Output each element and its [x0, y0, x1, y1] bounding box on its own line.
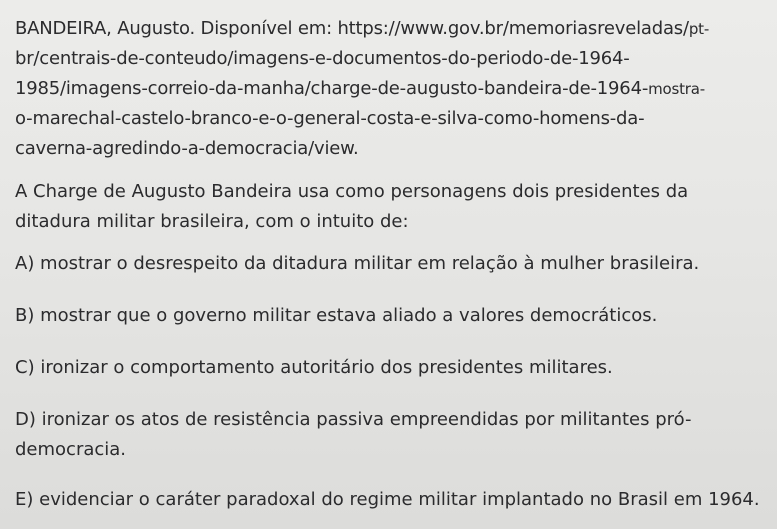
reference-line-4: o-marechal-castelo-branco-e-o-general-costa-e-silva-como-homens-da-	[15, 108, 645, 129]
reference-line-3	[15, 74, 757, 104]
reference-line-1-text: BANDEIRA, Augusto. Disponível em: https://www.gov.br/memoriasreveladas/	[15, 18, 689, 39]
option-a[interactable]: A) mostrar o desrespeito da ditadura militar em relação à mulher brasileira.	[15, 253, 700, 274]
option-d-line-1: D) ironizar os atos de resistência passiva empreendidas por militantes pró-	[15, 409, 692, 430]
option-c[interactable]: C) ironizar o comportamento autoritário dos presidentes militares.	[15, 357, 613, 378]
source-reference	[15, 14, 757, 164]
reference-line-1-small: pt-	[688, 20, 710, 38]
question-line-1: A Charge de Augusto Bandeira usa como personagens dois presidentes da	[15, 181, 689, 202]
reference-line-3-small: mostra-	[648, 80, 705, 98]
option-d-line-2: democracia.	[15, 439, 127, 460]
reference-line-1	[15, 14, 757, 44]
answer-options	[15, 249, 760, 515]
question-statement	[15, 177, 757, 237]
reference-line-3-text: 1985/imagens-correio-da-manha/charge-de-augusto-bandeira-de-1964-	[15, 78, 649, 99]
reference-line-5: caverna-agredindo-a-democracia/view.	[15, 138, 359, 159]
option-d[interactable]	[15, 405, 757, 465]
option-e[interactable]: E) evidenciar o caráter paradoxal do regime militar implantado no Brasil em 1964.	[15, 489, 760, 510]
question-line-2: ditadura militar brasileira, com o intuito de:	[15, 211, 409, 232]
option-b[interactable]: B) mostrar que o governo militar estava aliado a valores democráticos.	[15, 305, 658, 326]
reference-line-2: br/centrais-de-conteudo/imagens-e-documentos-do-periodo-de-1964-	[15, 48, 630, 69]
